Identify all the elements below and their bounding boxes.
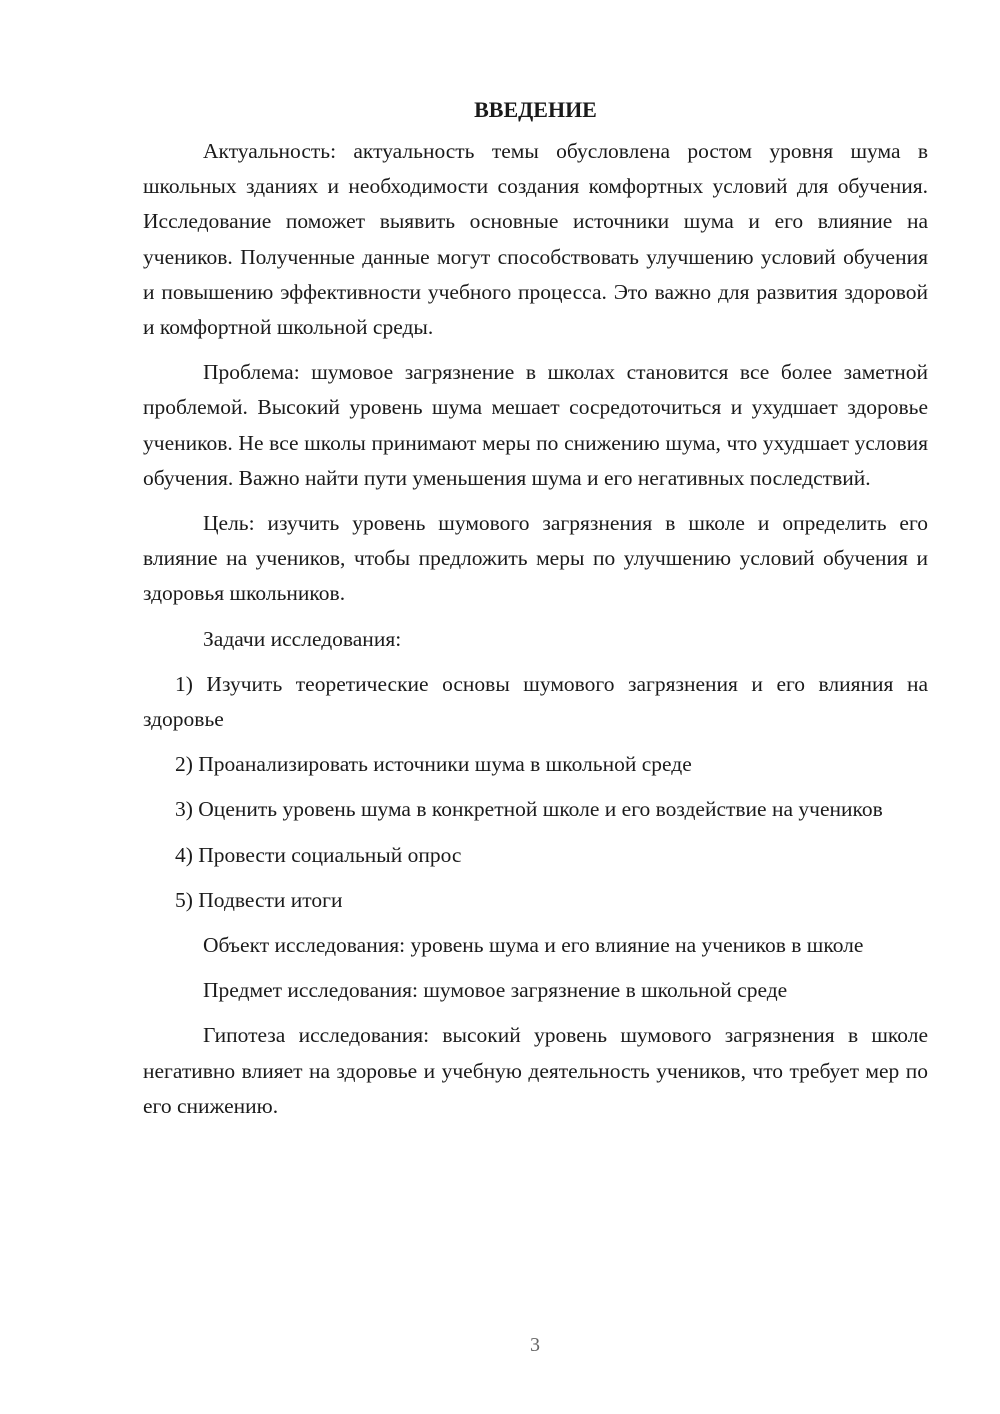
paragraph-problem: Проблема: шумовое загрязнение в школах становится все более заметной проблемой. Высокий уровень шума мешает сосредоточиться и ухудшает здоровье учеников. Не все школы принимают меры по снижению шума, что ухудшает условия обучения. Важно найти пути уменьшения шума и его негативных последствий. bbox=[143, 360, 928, 490]
section-title: ВВЕДЕНИЕ bbox=[474, 97, 597, 122]
tasks-heading: Задачи исследования: bbox=[203, 626, 402, 651]
paragraph-relevance: Актуальность: актуальность темы обусловлена ростом уровня шума в школьных зданиях и необходимости создания комфортных условий для обучения. Исследование поможет выявить основные источники шума и его влияние на учеников. Полученные данные могут способствовать улучшению условий обучения и повышению эффективности учебного процесса. Это важно для развития здоровой и комфортной школьной среды. bbox=[143, 139, 928, 340]
page-number: 3 bbox=[530, 1334, 540, 1356]
task-item-3: 3) Оценить уровень шума в конкретной школе и его воздействие на учеников bbox=[175, 797, 883, 822]
task-item-1: 1) Изучить теоретические основы шумового загрязнения и его влияния на здоровье bbox=[143, 671, 928, 732]
paragraph-subject: Предмет исследования: шумовое загрязнение в школьной среде bbox=[203, 978, 788, 1003]
paragraph-goal: Цель: изучить уровень шумового загрязнения в школе и определить его влияние на учеников, чтобы предложить меры по улучшению условий обучения и здоровья школьников. bbox=[143, 511, 928, 606]
task-item-4: 4) Провести социальный опрос bbox=[175, 842, 462, 867]
paragraph-hypothesis: Гипотеза исследования: высокий уровень шумового загрязнения в школе негативно влияет на здоровье и учебную деятельность учеников, что требует мер по его снижению. bbox=[143, 1023, 928, 1118]
paragraph-object: Объект исследования: уровень шума и его влияние на учеников в школе bbox=[203, 933, 864, 958]
page-content bbox=[143, 92, 928, 1134]
task-item-2: 2) Проанализировать источники шума в школьной среде bbox=[175, 752, 692, 777]
task-item-5: 5) Подвести итоги bbox=[175, 887, 343, 912]
